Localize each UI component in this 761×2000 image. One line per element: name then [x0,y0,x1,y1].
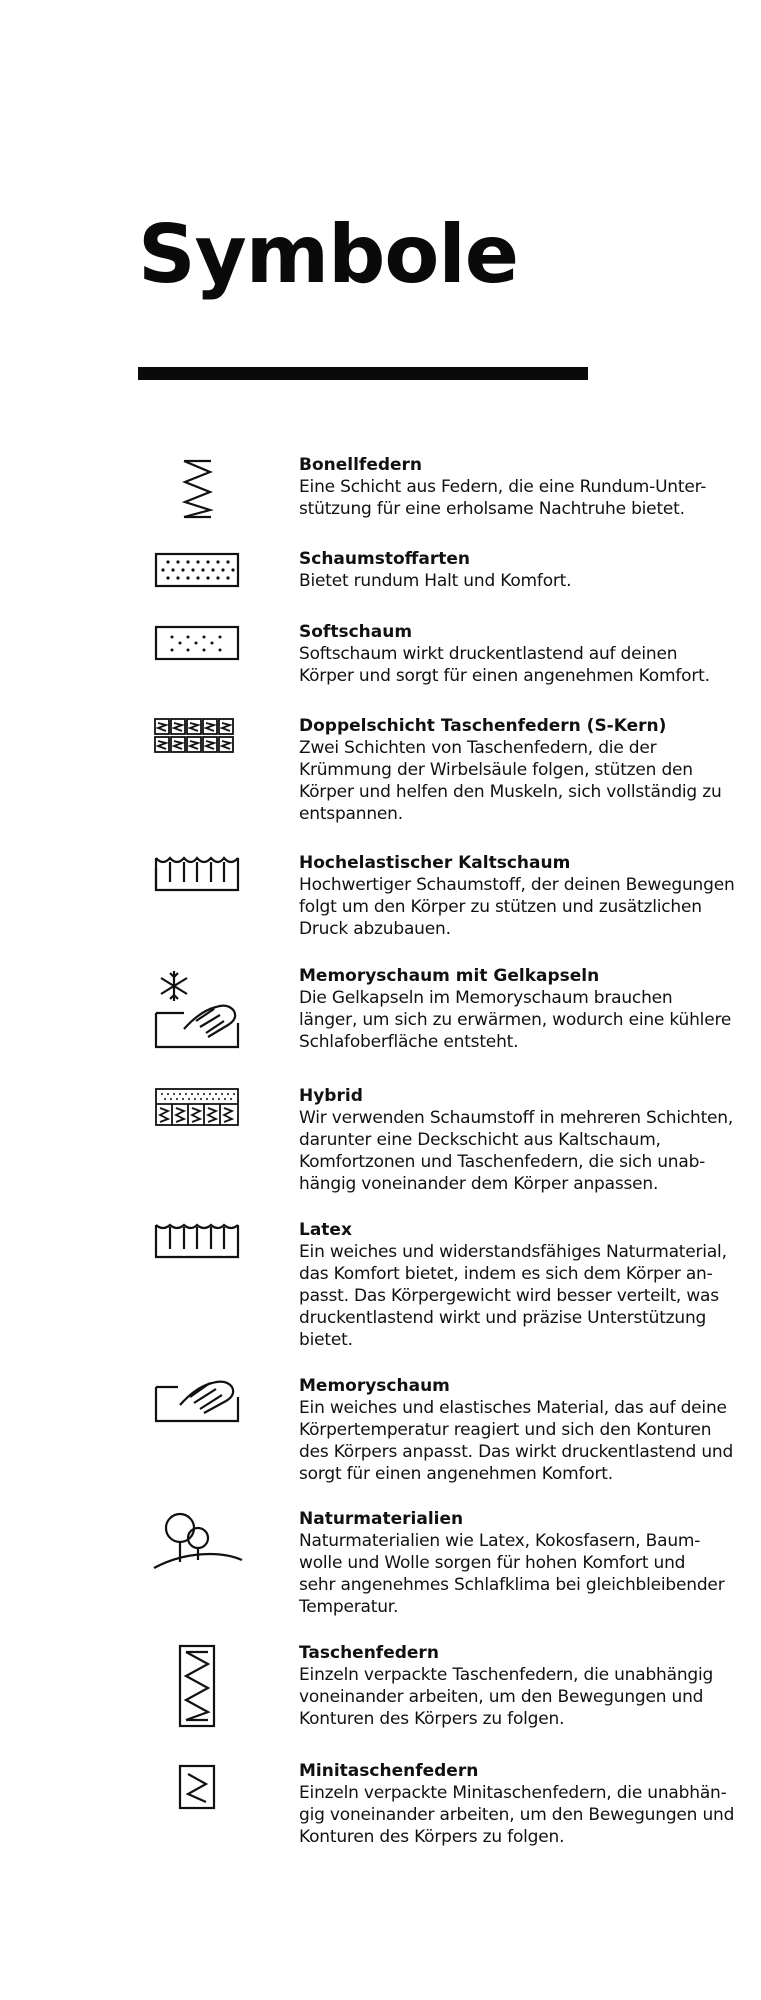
pocket-spring-icon [150,1644,245,1728]
double-pocket-spring-icon [150,717,245,755]
memory-foam-gel-icon [150,967,245,1051]
symbol-name: Latex [299,1220,352,1240]
symbol-description: Ein weiches und elastisches Material, das auf deine Körpertemperatur reagiert und sich den Konturen des Körpers anpasst. Das wirkt druckentlastend und sorgt für einen angenehmen Komfort. [299,1398,734,1484]
symbol-description: Ein weiches und widerstandsfähiges Naturmaterial, das Komfort bietet, indem es sich dem Körper an- passt. Das Körpergewicht wird besser verteilt, was druckentlastend wirkt und präzise Unterstützung bietet. [299,1242,727,1350]
symbol-description: Bietet rundum Halt und Komfort. [299,571,572,591]
symbol-name: Softschaum [299,622,413,642]
symbol-description: Eine Schicht aus Federn, die eine Rundum-Unter- stützung für eine erholsame Nachtruhe bietet. [299,477,707,519]
symbol-description: Softschaum wirkt druckentlastend auf deinen Körper und sorgt für einen angenehmen Komfort. [299,644,710,686]
mini-pocket-spring-icon [150,1764,245,1810]
symbol-description: Die Gelkapseln im Memoryschaum brauchen länger, um sich zu erwärmen, wodurch eine kühlere Schlafoberfläche entsteht. [299,988,732,1052]
symbol-name: Hochelastischer Kaltschaum [299,853,571,873]
foam-types-icon [150,552,245,588]
symbol-description: Einzeln verpackte Minitaschenfedern, die unabhän- gig voneinander arbeiten, um den Bewegungen und Konturen des Körpers zu folgen. [299,1783,735,1847]
title-divider [138,367,588,380]
natural-materials-icon [150,1510,245,1572]
symbol-description: Naturmaterialien wie Latex, Kokosfasern, Baum- wolle und Wolle sorgen für hohen Komfort und sehr angenehmes Schlafklima bei gleichbleibender Temperatur. [299,1531,725,1617]
symbol-name: Bonellfedern [299,455,423,475]
symbol-description: Hochwertiger Schaumstoff, der deinen Bewegungen folgt um den Körper zu stützen und zusätzlichen Druck abzubauen. [299,875,735,939]
symbol-description: Zwei Schichten von Taschenfedern, die der Krümmung der Wirbelsäule folgen, stützen den Körper und helfen den Muskeln, sich vollständig zu entspannen. [299,738,722,824]
symbol-name: Memoryschaum mit Gelkapseln [299,966,600,986]
soft-foam-icon [150,625,245,661]
cold-foam-icon [150,854,245,894]
symbol-name: Doppelschicht Taschenfedern (S-Kern) [299,716,667,736]
symbol-name: Hybrid [299,1086,363,1106]
symbol-name: Schaumstoffarten [299,549,471,569]
symbol-name: Minitaschenfedern [299,1761,479,1781]
symbol-name: Naturmaterialien [299,1509,464,1529]
symbol-name: Taschenfedern [299,1643,439,1663]
memory-foam-icon [150,1375,245,1425]
symbol-description: Wir verwenden Schaumstoff in mehreren Schichten, darunter eine Deckschicht aus Kaltschaum, Komfortzonen und Taschenfedern, die sich unab- hängig voneinander dem Körper anpassen. [299,1108,734,1194]
bonell-spring-icon [150,458,245,520]
latex-icon [150,1221,245,1261]
page-title: Symbole [138,208,519,301]
symbol-name: Memoryschaum [299,1376,450,1396]
symbol-description: Einzeln verpackte Taschenfedern, die unabhängig voneinander arbeiten, um den Bewegungen und Konturen des Körpers zu folgen. [299,1665,714,1729]
hybrid-icon [150,1087,245,1127]
